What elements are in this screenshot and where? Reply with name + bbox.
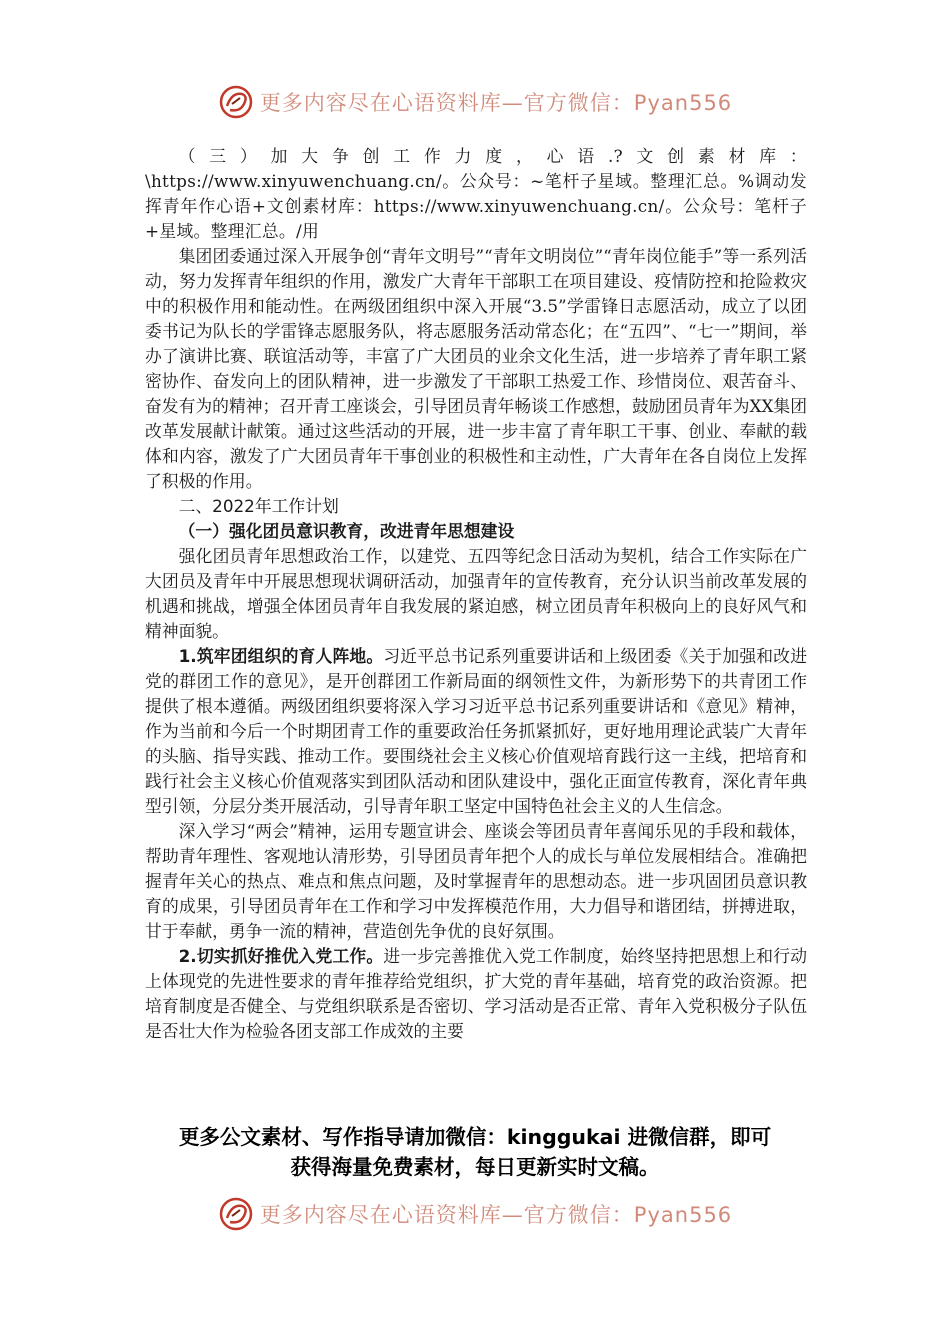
- sub1-paragraph: 强化团员青年思想政治工作，以建党、五四等纪念日活动为契机，结合工作实际在广大团员及青年中开展思想现状调研活动，加强青年的宣传教育，充分认识当前改革发展的机遇和挑战，增强全体团员青年自我发展的紧迫感，树立团员青年积极向上的良好风气和精神面貌。: [145, 546, 807, 641]
- section3-paragraph: 集团团委通过深入开展争创“青年文明号”“青年文明岗位”“青年岗位能手”等一系列活动，努力发挥青年组织的作用，激发广大青年干部职工在项目建设、疫情防控和抢险救灾中的积极作用和能动性。在两级团组织中深入开展“3.5”学雷锋日志愿活动，成立了以团委书记为队长的学雷锋志愿服务队，将志愿服务活动常态化；在“五四”、“七一”期间，举办了演讲比赛、联谊活动等，丰富了广大团员的业余文化生活，进一步培养了青年职工紧密协作、奋发向上的团队精神，进一步激发了干部职工热爱工作、珍惜岗位、艰苦奋斗、奋发有为的精神；召开青工座谈会，引导团员青年畅谈工作感想，鼓励团员青年为XX集团改革发展献计献策。通过这些活动的开展，进一步丰富了青年职工干事、创业、奉献的载体和内容，激发了广大团员青年干事创业的积极性和主动性，广大青年在各自岗位上发挥了积极的作用。: [145, 246, 807, 491]
- item2-text: 进一步完善推优入党工作制度，始终坚持把思想上和行动上体现党的先进性要求的青年推荐给党组织，扩大党的青年基础，培育党的政治资源。把培育制度是否健全、与党组织联系是否密切、学习活动是否正常、青年入党积极分子队伍是否壮大作为检验各团支部工作成效的主要: [145, 946, 807, 1041]
- item1-text: 习近平总书记系列重要讲话和上级团委《关于加强和改进党的群团工作的意见》，是开创群团工作新局面的纲领性文件，为新形势下的共青团工作提供了根本遵循。两级团组织要将深入学习习近平总书记系列重要讲话和《意见》精神，作为当前和今后一个时期团青工作的重要政治任务抓紧抓好，更好地用理论武装广大青年的头脑、指导实践、推动工作。要围绕社会主义核心价值观培育践行这一主线，把培育和践行社会主义核心价值观落实到团队活动和团队建设中，强化正面宣传教育，深化青年典型引领，分层分类开展活动，引导青年职工坚定中国特色社会主义的人生信念。: [145, 646, 807, 816]
- sub1-heading: （一）强化团员意识教育，改进青年思想建设: [178, 521, 515, 541]
- red-swirl-logo-icon: [218, 84, 254, 120]
- promo-line-2: 获得海量免费素材，每日更新实时文稿。: [290, 1155, 660, 1179]
- promo-banner: [100, 1122, 850, 1182]
- promo-line-1: 更多公文素材、写作指导请加微信：kinggukai 进微信群，即可: [178, 1125, 772, 1149]
- header-watermark: [0, 80, 950, 124]
- red-swirl-logo-icon: [218, 1196, 254, 1232]
- item1-lead: 1.筑牢团组织的育人阵地。: [178, 646, 384, 666]
- section3-title: （三）加大争创工作力度，心语.?文创素材库：\https://www.xinyuwenchuang.cn/。公众号：~笔杆子星域。整理汇总。%调动发挥青年作心语+文创素材库：https://www.xinyuwenchuang.cn/。公众号：笔杆子+星域。整理汇总。/用: [145, 146, 807, 241]
- header-text: 更多内容尽在心语资料库—官方微信：Pyan556: [259, 91, 733, 115]
- item2-paragraph: [145, 944, 807, 1044]
- footer-watermark: [0, 1192, 950, 1236]
- footer-text: 更多内容尽在心语资料库—官方微信：Pyan556: [259, 1203, 733, 1227]
- item2-lead: 2.切实抓好推优入党工作。: [178, 946, 384, 966]
- plan-heading: 二、2022年工作计划: [178, 496, 339, 516]
- document-body: [145, 144, 807, 1044]
- item1-paragraph-2: 深入学习“两会”精神，运用专题宣讲会、座谈会等团员青年喜闻乐见的手段和载体，帮助青年理性、客观地认清形势，引导团员青年把个人的成长与单位发展相结合。准确把握青年关心的热点、难点和焦点问题，及时掌握青年的思想动态。进一步巩固团员意识教育的成果，引导团员青年在工作和学习中发挥模范作用，大力倡导和谐团结，拼搏进取，甘于奉献，勇争一流的精神，营造创先争优的良好氛围。: [145, 821, 807, 941]
- item1-paragraph: [145, 644, 807, 819]
